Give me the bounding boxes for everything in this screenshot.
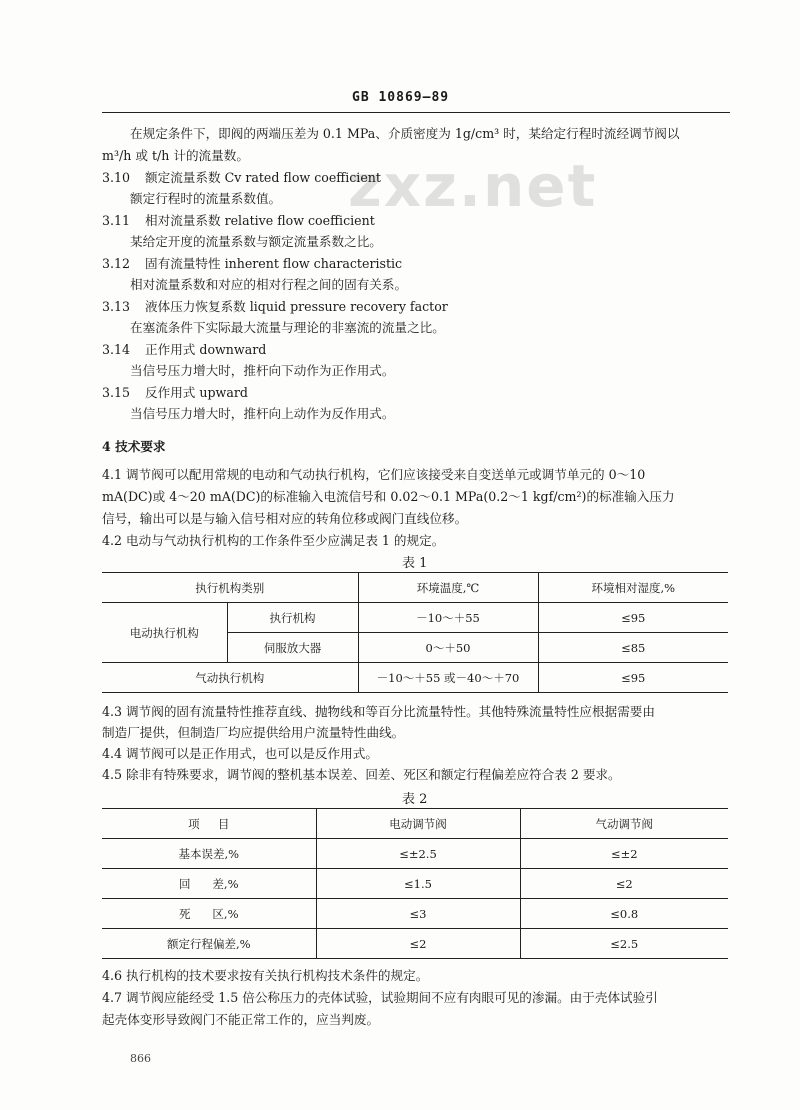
- section-number: 3.10: [102, 170, 131, 185]
- paragraph-4-7-line2: 起壳体变形导致阀门不能正常工作的，应当判废。: [102, 1012, 380, 1027]
- table1-caption: 表 1: [402, 556, 428, 571]
- section-body: 相对流量系数和对应的相对行程之间的固有关系。: [130, 277, 408, 292]
- section-title: 正作用式 downward: [145, 342, 267, 357]
- table-header-row: [102, 809, 728, 839]
- section-number: 3.14: [102, 342, 131, 357]
- table-header-cell: 环境相对湿度,%: [538, 573, 728, 603]
- table-header-cell: 项 目: [102, 809, 316, 839]
- table-cell: －10～＋55: [358, 603, 538, 633]
- section-title: 反作用式 upward: [145, 385, 248, 400]
- table-cell: 伺服放大器: [227, 633, 358, 663]
- table-cell: ≤2: [316, 929, 520, 959]
- table-header-cell: 执行机构类别: [102, 573, 358, 603]
- section-title: 固有流量特性 inherent flow characteristic: [145, 256, 403, 271]
- table-cell: ≤2.5: [520, 929, 728, 959]
- paragraph-4-7-line1: 4.7 调节阀应能经受 1.5 倍公称压力的壳体试验，试验期间不应有肉眼可见的渗漏。由于壳体试验引: [102, 990, 658, 1005]
- paragraph-4-2: 4.2 电动与气动执行机构的工作条件至少应满足表 1 的规定。: [102, 533, 445, 548]
- section-body: 当信号压力增大时，推杆向下动作为正作用式。: [130, 363, 395, 378]
- table-header-cell: 环境温度,℃: [358, 573, 538, 603]
- table-cell: 回 差,%: [102, 869, 316, 899]
- section-body: 额定行程时的流量系数值。: [130, 191, 282, 206]
- table1: [102, 572, 728, 693]
- table2-caption: 表 2: [402, 792, 428, 807]
- table-cell: ≤95: [538, 663, 728, 693]
- table-cell: 基本误差,%: [102, 839, 316, 869]
- table-header-cell: 气动调节阀: [520, 809, 728, 839]
- table-row: [102, 929, 728, 959]
- table-cell: ≤0.8: [520, 899, 728, 929]
- table-row: [102, 839, 728, 869]
- paragraph-flow-definition-line2: m³/h 或 t/h 计的流量数。: [102, 148, 249, 163]
- table-row: [102, 603, 728, 633]
- table-cell: 电动执行机构: [102, 603, 227, 663]
- section-number: 3.15: [102, 385, 131, 400]
- header-rule: [102, 112, 730, 113]
- table-cell: －10～＋55 或－40～＋70: [358, 663, 538, 693]
- paragraph-flow-definition-line1: 在规定条件下，即阀的两端压差为 0.1 MPa、介质密度为 1g/cm³ 时，某给定行程时流经调节阀以: [130, 126, 680, 141]
- section-body: 某给定开度的流量系数与额定流量系数之比。: [130, 234, 382, 249]
- table2: [102, 808, 728, 959]
- section-heading: 4 技术要求: [102, 439, 166, 454]
- watermark: zxz.net: [348, 152, 598, 220]
- section-body: 在塞流条件下实际最大流量与理论的非塞流的流量之比。: [130, 320, 445, 335]
- table-row: [102, 663, 728, 693]
- paragraph-4-1-line3: 信号，输出可以是与输入信号相对应的转角位移或阀门直线位移。: [102, 511, 468, 526]
- page-number: 866: [130, 1052, 151, 1065]
- section-title: 液体压力恢复系数 liquid pressure recovery factor: [145, 299, 448, 314]
- table-row: [102, 869, 728, 899]
- table-cell: ≤1.5: [316, 869, 520, 899]
- table-cell: 额定行程偏差,%: [102, 929, 316, 959]
- paragraph-4-3-line2: 制造厂提供，但制造厂均应提供给用户流量特性曲线。: [102, 725, 405, 740]
- table-cell: 气动执行机构: [102, 663, 358, 693]
- section-number: 3.11: [102, 213, 131, 228]
- standard-code-header: GB 10869—89: [352, 90, 450, 105]
- table-header-cell: 电动调节阀: [316, 809, 520, 839]
- paragraph-4-1-line1: 4.1 调节阀可以配用常规的电动和气动执行机构，它们应该接受来自变送单元或调节单元的 0～10: [102, 467, 646, 482]
- section-title: 相对流量系数 relative flow coefficient: [145, 213, 375, 228]
- table-cell: 执行机构: [227, 603, 358, 633]
- section-number: 3.12: [102, 256, 131, 271]
- table-header-row: [102, 573, 728, 603]
- table-cell: 0～＋50: [358, 633, 538, 663]
- table-cell: ≤±2: [520, 839, 728, 869]
- table-row: [102, 899, 728, 929]
- table-cell: ≤95: [538, 603, 728, 633]
- table-cell: 死 区,%: [102, 899, 316, 929]
- table-cell: ≤85: [538, 633, 728, 663]
- table-cell: ≤3: [316, 899, 520, 929]
- paragraph-4-3-line1: 4.3 调节阀的固有流量特性推荐直线、抛物线和等百分比流量特性。其他特殊流量特性应根据需要由: [102, 704, 655, 719]
- paragraph-4-1-line2: mA(DC)或 4～20 mA(DC)的标准输入电流信号和 0.02～0.1 MPa(0.2～1 kgf/cm²)的标准输入压力: [102, 489, 675, 504]
- table-cell: ≤±2.5: [316, 839, 520, 869]
- paragraph-4-4: 4.4 调节阀可以是正作用式，也可以是反作用式。: [102, 746, 378, 761]
- section-number: 3.13: [102, 299, 131, 314]
- table-cell: ≤2: [520, 869, 728, 899]
- paragraph-4-5: 4.5 除非有特殊要求，调节阀的整机基本误差、回差、死区和额定行程偏差应符合表 2 要求。: [102, 767, 621, 782]
- section-body: 当信号压力增大时，推杆向上动作为反作用式。: [130, 406, 395, 421]
- section-title: 额定流量系数 Cv rated flow coefficient: [145, 170, 381, 185]
- paragraph-4-6: 4.6 执行机构的技术要求按有关执行机构技术条件的规定。: [102, 968, 429, 983]
